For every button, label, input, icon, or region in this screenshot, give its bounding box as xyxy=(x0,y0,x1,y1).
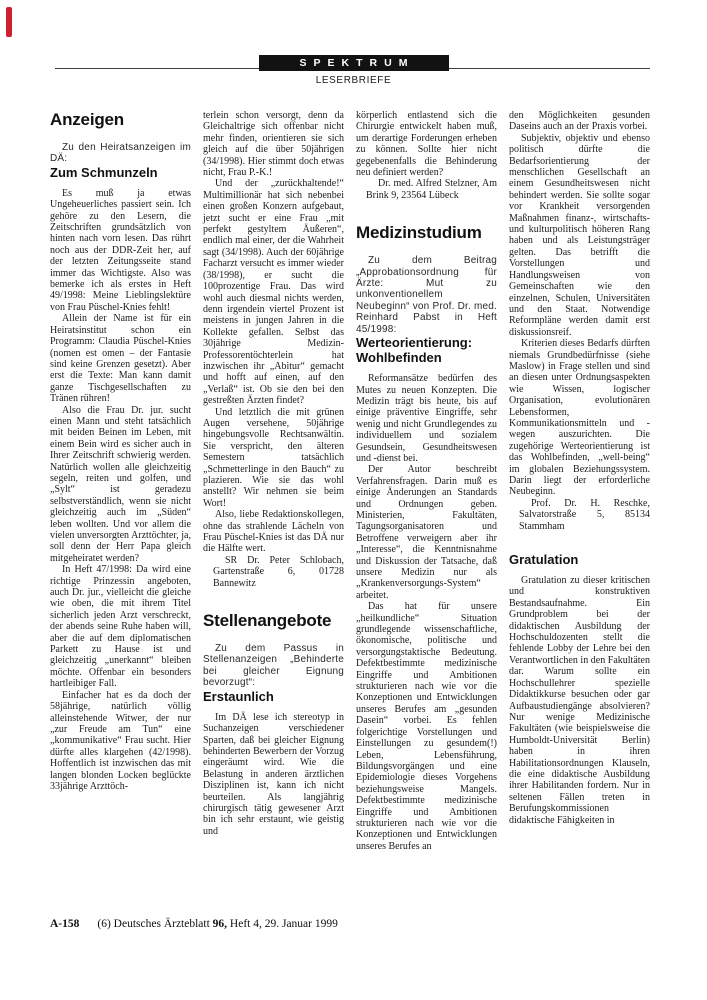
letter-paragraph: den Möglichkeiten gesunden Daseins auch an der Praxis vorbei. xyxy=(509,110,650,133)
letters-columns xyxy=(0,86,707,852)
letter-heading-werteorientierung: Werteorientierung: Wohlbefinden xyxy=(356,335,473,366)
letter-heading-gratulation: Gratulation xyxy=(509,552,579,568)
section-heading-medizinstudium: Medizinstudium xyxy=(356,223,482,243)
column-2 xyxy=(203,110,344,852)
letter-paragraph: Gratulation zu dieser kritischen und konstruktiven Bestandsaufnahme. Ein Grundproblem bei der didaktischen Ausbildung der Hochschuldozenten stellt die fehlende Lobby der Lehre bei den Verantwortlichen in den Fakultäten dar. Warum sollte ein Hochschullehrer spezielle Didaktikkurse besuchen oder gar Aufbaustudiengänge absolvieren? Nur wenige Medizinische Fakultäten (wie beispielsweise die Humboldt-Universität Berlin) haben in ihren Habilitationsordnungen Klauseln, die eine didaktische Ausbildung ihrer Habilitanden fordern. Nur in seltenen Fällen treten in Berufungskommissionen didaktische Fähigkeiten in xyxy=(509,575,650,826)
citation-prefix: (6) Deutsches Ärzteblatt xyxy=(97,918,210,930)
column-1 xyxy=(50,110,191,852)
page-footer xyxy=(50,918,338,930)
letter-paragraph: Kriterien dieses Bedarfs dürften niemals Grundbedürfnisse (siehe Maslow) in Frage stellen und sind an diesen unter Ordnungsaspekten wie Wissen, logischer Organisation, evolutionären Lebensformen, Kommunikationsmitteln und -wegen auszurichten. Die zugehörige Werteorientierung ist das Wohlbefinden, „well-being“ im globalen Beziehungssystem. Darin liegt der erforderliche Neubeginn. xyxy=(509,338,650,498)
letter-paragraph: Es muß ja etwas Ungeheuerliches passiert sein. Ich gehöre zu den Lesern, die Zeitschriften grundsätzlich von hinten nach vorn lesen. Das rührt noch aus der DDR-Zeit her, auf der letzten Zeitungsseite stand immer das Wichtigste. Also was bemerke ich als erstes in Heft 49/1998: Meine Lieblingslektüre von Frau Püschel-Knies fehlt! xyxy=(50,187,191,313)
citation-volume: 96, xyxy=(212,918,228,930)
letter-paragraph: terlein schon versorgt, denn da Gleichaltrige sich offenbar nicht mehr finden, orientieren sie sich gleich auf die über 50jährigen (34/1998). Hier stimmt doch etwas nicht, Frau P.-K.! xyxy=(203,110,344,179)
header-rule xyxy=(0,55,707,71)
column-3 xyxy=(356,110,497,852)
letter-paragraph: Und der „zurückhaltende!“ Multimillionär hat sich nebenbei einen großen Konzern aufgebaut, jetzt sucht er eine Frau „mit perfekt gestyltem Äußeren“, endlich mal einer, der die Wahrheit sagt (34/1998). Auch der 60jährige Facharzt versucht es immer wieder (38/1998), er sucht die 100prozentige Frau. Das wird wohl auch diesmal nichts werden, denn irgendein viertel Prozent ist meistens in jungen Jahren in die Kollekte gefallen. Selbst das 30jährige Medizin-Professorentöchterlein hat inzwischen ihr „Abitur“ gemacht und hofft auf einen, auf den „Verlaß“ ist. Ob sie den bei den gestreßten Ärzten findet? xyxy=(203,178,344,407)
section-heading-anzeigen: Anzeigen xyxy=(50,110,124,129)
letter-signature: Dr. med. Alfred Stelzner, Am Brink 9, 23564 Lübeck xyxy=(366,178,497,201)
section-banner: SPEKTRUM xyxy=(259,55,449,71)
letter-paragraph: Reformansätze bedürfen des Mutes zu neuen Konzepten. Die Medizin trägt bis heute, bis auf einige präventive Eingriffe, sehr wenig und nicht Grundlegendes zu individuellem und sozialem Gesundsein, Gesundheitswesen und -dienst bei. xyxy=(356,373,497,464)
red-page-marker xyxy=(6,7,12,37)
page-number: A-158 xyxy=(50,918,80,930)
citation-suffix: Heft 4, 29. Januar 1999 xyxy=(229,918,338,930)
page-header xyxy=(0,0,707,86)
letter-heading-erstaunlich: Erstaunlich xyxy=(203,688,274,704)
subsection-label: LESERBRIEFE xyxy=(315,75,392,86)
letter-paragraph: Einfacher hat es da doch der 58jährige, natürlich völlig alleinstehende Witwer, der nur „zur Freude am Tun“ eine „kommunikative“ Frau sucht. Hier dürfte alles klargehen (42/1998). Hoffentlich ist inzwischen das mit langen blonden Locken beglückte 33jährige Arzttöch- xyxy=(50,689,191,792)
section-heading-stellenangebote: Stellenangebote xyxy=(203,611,332,631)
letter-context-note: Zu dem Beitrag „Approbationsordnung für Ärzte: Mut zu unkonventionellem Neubeginn“ von Prof. Dr. med. Reinhard Pabst in Heft 45/1998: xyxy=(356,255,497,335)
letter-signature: SR Dr. Peter Schlobach, Gartenstraße 6, 01728 Bannewitz xyxy=(213,554,344,589)
letter-paragraph: Also, liebe Redaktionskollegen, ohne das strahlende Lächeln von Frau Püschel-Knies ist das DÄ nur die Hälfte wert. xyxy=(203,509,344,555)
letter-paragraph: Also die Frau Dr. jur. sucht einen Mann und steht tatsächlich mit beiden Beinen im Leben, mit einem Bein wird es sicher auch in Ihrer Zeitschrift schwierig werden. Natürlich wollen alle gleichzeitig segeln, reiten und golfen, und „Sylt“ ist geradezu selbstverständlich, wenn sie nicht gleichzeitig auch im „Süden“ leben wollten. Und vor allem die vielen unversorgten Arzttöchter, ja, soll denn der Herr Papa gleich mitgeheiratet werden? xyxy=(50,404,191,564)
letter-paragraph: Subjektiv, objektiv und ebenso politisch dürfte die Bedarfsorientierung der menschlichen Gesellschaft an einem Gesundheitswesen nicht behindert werden. Sie sollte sogar vor Krankheit versorgenden Maßnahmen finanz-, wirtschafts- und kulturpolitisch höheren Rang haben und als Leistungsträger gelten. Das betrifft die Vorstellungen und Handlungsweisen von Gemeinschaften wie den einzelnen, Schulen, Universitäten und den Staat. Notwendige Reformpläne werden damit erst diskussionsreif. xyxy=(509,132,650,338)
letter-paragraph: Und letztlich die mit grünen Augen versehene, 50jährige hingebungsvolle Rechtsanwältin. Sie verspricht, den älteren Semestern tatsächlich „Schmetterlinge in den Bauch“ zu plazieren. Wie sie das wohl anstellt? Wir nehmen sie beim Wort! xyxy=(203,406,344,509)
letter-context-note: Zu dem Passus in Stellenanzeigen „Behinderte bei gleicher Eignung bevorzugt“: xyxy=(203,643,344,689)
letter-paragraph: körperlich entlastend sich die Chirurgie entwickelt haben muß, um derartige Forderungen erheben zu können. Sollte hier nicht gegebenenfalls die Behinderung neu definiert werden? xyxy=(356,110,497,179)
letter-heading-zum-schmunzeln: Zum Schmunzeln xyxy=(50,164,158,180)
letter-context-note: Zu den Heiratsanzeigen im DÄ: xyxy=(50,142,191,165)
letter-paragraph: In Heft 47/1998: Da wird eine richtige Prinzessin angeboten, auch Dr. jur., vielleicht die gleiche wie oben, die mit ihrem Titel sicherlich jeden Arzt verschreckt, der abends seine Ruhe haben will, aber die auf dem diplomatischen Parkett zu Hause ist und gleichzeitig „unerkannt“ bleiben möchte. Offenbar ein besonders hartleibiger Fall. xyxy=(50,564,191,690)
letter-paragraph: Allein der Name ist für ein Heiratsinstitut schon ein Programm: Claudia Püschel-Knies (nomen est omen – der Fantasie sind keine Grenzen gesetzt). Aber erst die Texte: Man kann damit ganze Tischgesellschaften zu Tränen rühren! xyxy=(50,313,191,405)
column-4 xyxy=(509,110,650,852)
letter-paragraph: Das hat für unsere „heilkundliche“ Situation grundlegende wissenschaftliche, ökonomische, politische und versorgungstaktische Bedeutung. Defektbestimmte medizinische Eingriffe und Ambitionen strukturieren nach wie vor die Konzeptionen und Entwicklungen unseres Berufes am „gesunden Dasein“ vorbei. Es fehlen folgerichtige Vorstellungen und Einstellungen zu gesundem(!) Leben, Lebensführung, Bildungsvorgängen und eine Epidemiologie dieses Vorgehens beziehungsweise Mangels. Defektbestimmte medizinische Eingriffe und Ambitionen strukturieren nach wie vor die Konzeptionen und Entwicklungen unseres Berufes an xyxy=(356,601,497,852)
letter-signature: Prof. Dr. H. Reschke, Salvatorstraße 5, 85134 Stammham xyxy=(519,497,650,532)
letter-paragraph: Im DÄ lese ich stereotyp in Suchanzeigen verschiedener Sparten, daß bei gleicher Eignung behinderten Bewerbern der Vorzug eingeräumt wird. Wie die Belastung in anderen ärztlichen Disziplinen ist, kann ich nicht beurteilen. Als langjährig chirurgisch tätig gewesener Arzt bin ich sehr erstaunt, wie geistig und xyxy=(203,711,344,837)
letter-paragraph: Der Autor beschreibt Verfahrensfragen. Darin muß es einige Änderungen an Standards und Ordnungen geben. Ministerien, Fakultäten, Tagungsorganisatoren und Betroffene verweigern aber ihr „Interesse“, die Kenntnisnahme und Diskussion der Tatsache, daß unsere Medizin nur als „Krankenversorgungs-System“ arbeitet. xyxy=(356,464,497,601)
